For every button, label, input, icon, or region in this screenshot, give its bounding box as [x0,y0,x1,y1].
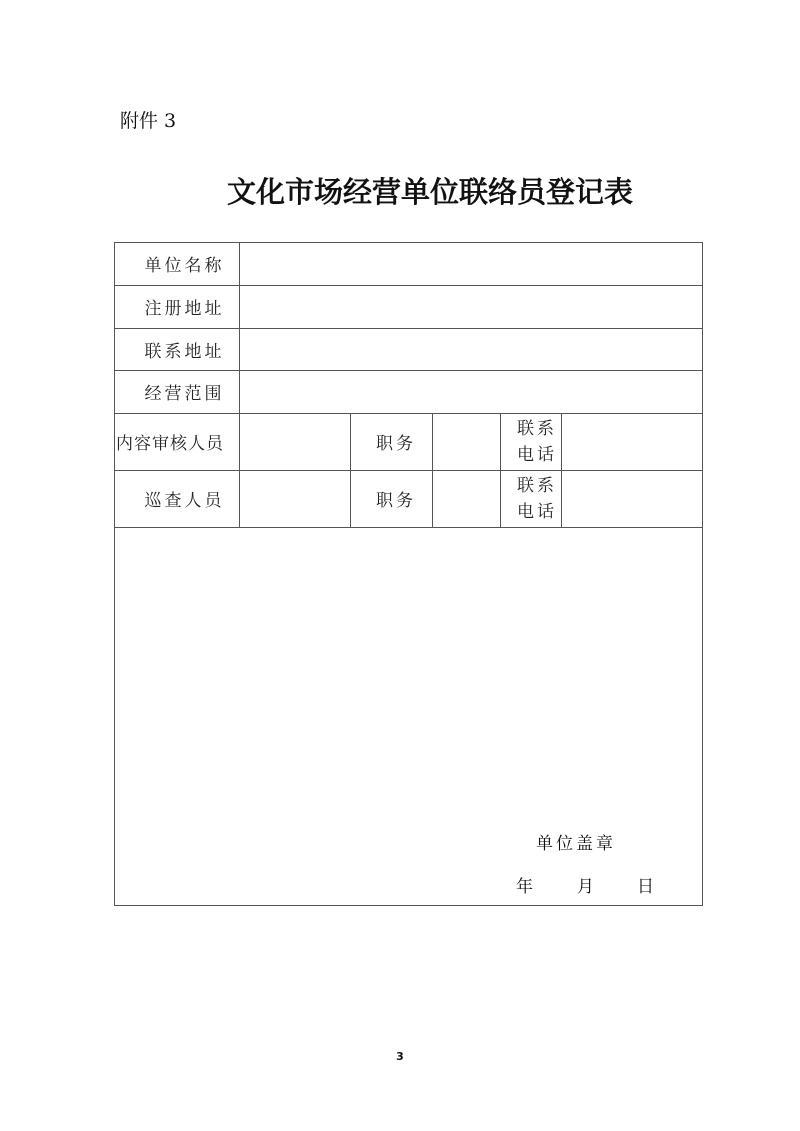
label-business-scope: 经营范围 [144,384,225,404]
label-inspector: 巡查人员 [144,491,225,511]
page-number: 3 [396,1050,404,1063]
date-month: 月 [577,877,594,897]
attachment-label: 附件 3 [120,110,177,132]
table-border [114,242,115,906]
label-position: 职务 [376,491,416,511]
contact-address-field[interactable] [240,329,702,370]
label-position: 职务 [376,434,416,454]
content-reviewer-field[interactable] [240,414,350,470]
inspector-field[interactable] [240,471,350,527]
label-registered-address: 注册地址 [144,299,225,319]
inspector-phone-field[interactable] [562,471,702,527]
label-phone [501,470,561,527]
date-day: 日 [637,877,654,897]
label-content-reviewer: 内容审核人员 [116,434,224,454]
inspector-position-field[interactable] [433,471,500,527]
label-phone [501,413,561,470]
label-phone-line1: 联系 [517,475,557,496]
reviewer-phone-field[interactable] [562,414,702,470]
table-border [114,905,703,906]
business-scope-field[interactable] [240,371,702,413]
date-year: 年 [516,877,533,897]
row-divider [114,527,703,528]
table-border [702,242,703,906]
seal-label: 单位盖章 [536,834,616,854]
label-phone-line1: 联系 [517,418,557,439]
reviewer-position-field[interactable] [433,414,500,470]
label-phone-line2: 电话 [517,444,557,465]
registered-address-field[interactable] [240,286,702,328]
label-unit-name: 单位名称 [144,256,225,276]
label-phone-line2: 电话 [517,501,557,522]
unit-name-field[interactable] [240,243,702,285]
label-contact-address: 联系地址 [144,341,225,362]
page-title: 文化市场经营单位联络员登记表 [226,175,633,209]
